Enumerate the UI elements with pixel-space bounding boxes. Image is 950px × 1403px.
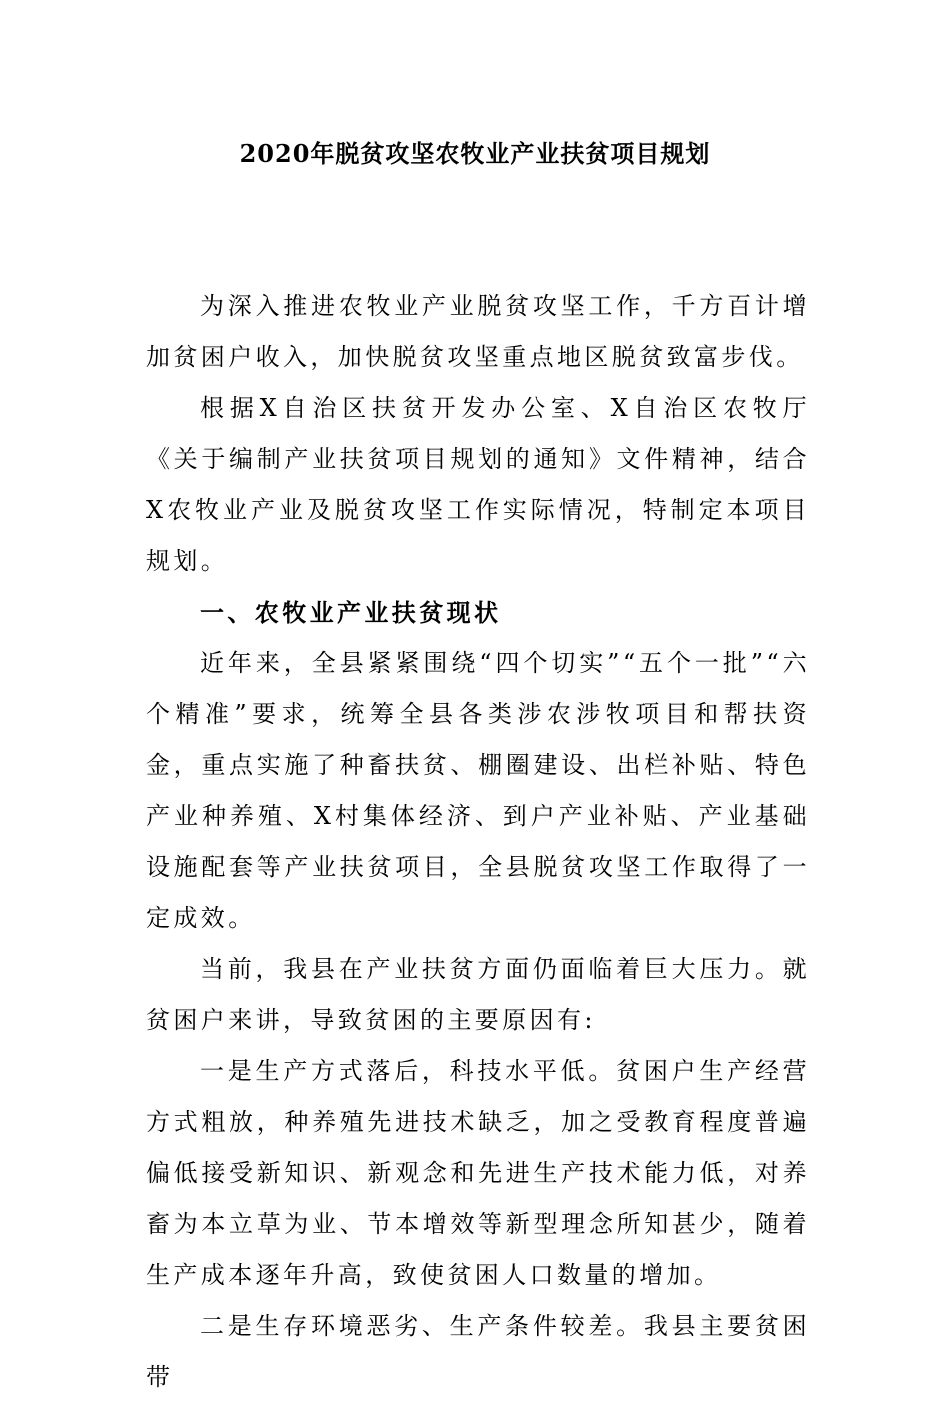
paragraph-reason-one: 一是生产方式落后，科技水平低。贫困户生产经营方式粗放，种养殖先进技术缺乏，加之受教育程度普遍偏低接受新知识、新观念和先进生产技术能力低，对养畜为本立草为业、节本增效等新型理念所知甚少，随着生产成本逐年升高，致使贫困人口数量的增加。	[146, 1057, 810, 1289]
paragraph-recent-years: 近年来，全县紧紧围绕“四个切实”“五个一批”“六个精准”要求，统筹全县各类涉农涉牧项目和帮扶资金，重点实施了种畜扶贫、棚圈建设、出栏补贴、特色产业种养殖、X村集体经济、到户产业补贴、产业基础设施配套等产业扶贫项目，全县脱贫攻坚工作取得了一定成效。	[146, 649, 810, 932]
document-body	[146, 281, 810, 1403]
section-heading: 一、农牧业产业扶贫现状	[200, 598, 502, 627]
paragraph-current-pressure: 当前，我县在产业扶贫方面仍面临着巨大压力。就贫困户来讲，导致贫困的主要原因有:	[146, 955, 810, 1034]
paragraph-basis: 根据X自治区扶贫开发办公室、X自治区农牧厅《关于编制产业扶贫项目规划的通知》文件精神，结合X农牧业产业及脱贫攻坚工作实际情况，特制定本项目规划。	[146, 394, 810, 575]
paragraph-reason-two: 二是生存环境恶劣、生产条件较差。我县主要贫困带	[146, 1312, 810, 1391]
paragraph-intro: 为深入推进农牧业产业脱贫攻坚工作，千方百计增加贫困户收入，加快脱贫攻坚重点地区脱贫致富步伐。	[146, 292, 810, 371]
document-title: 2020年脱贫攻坚农牧业产业扶贫项目规划	[239, 139, 711, 168]
